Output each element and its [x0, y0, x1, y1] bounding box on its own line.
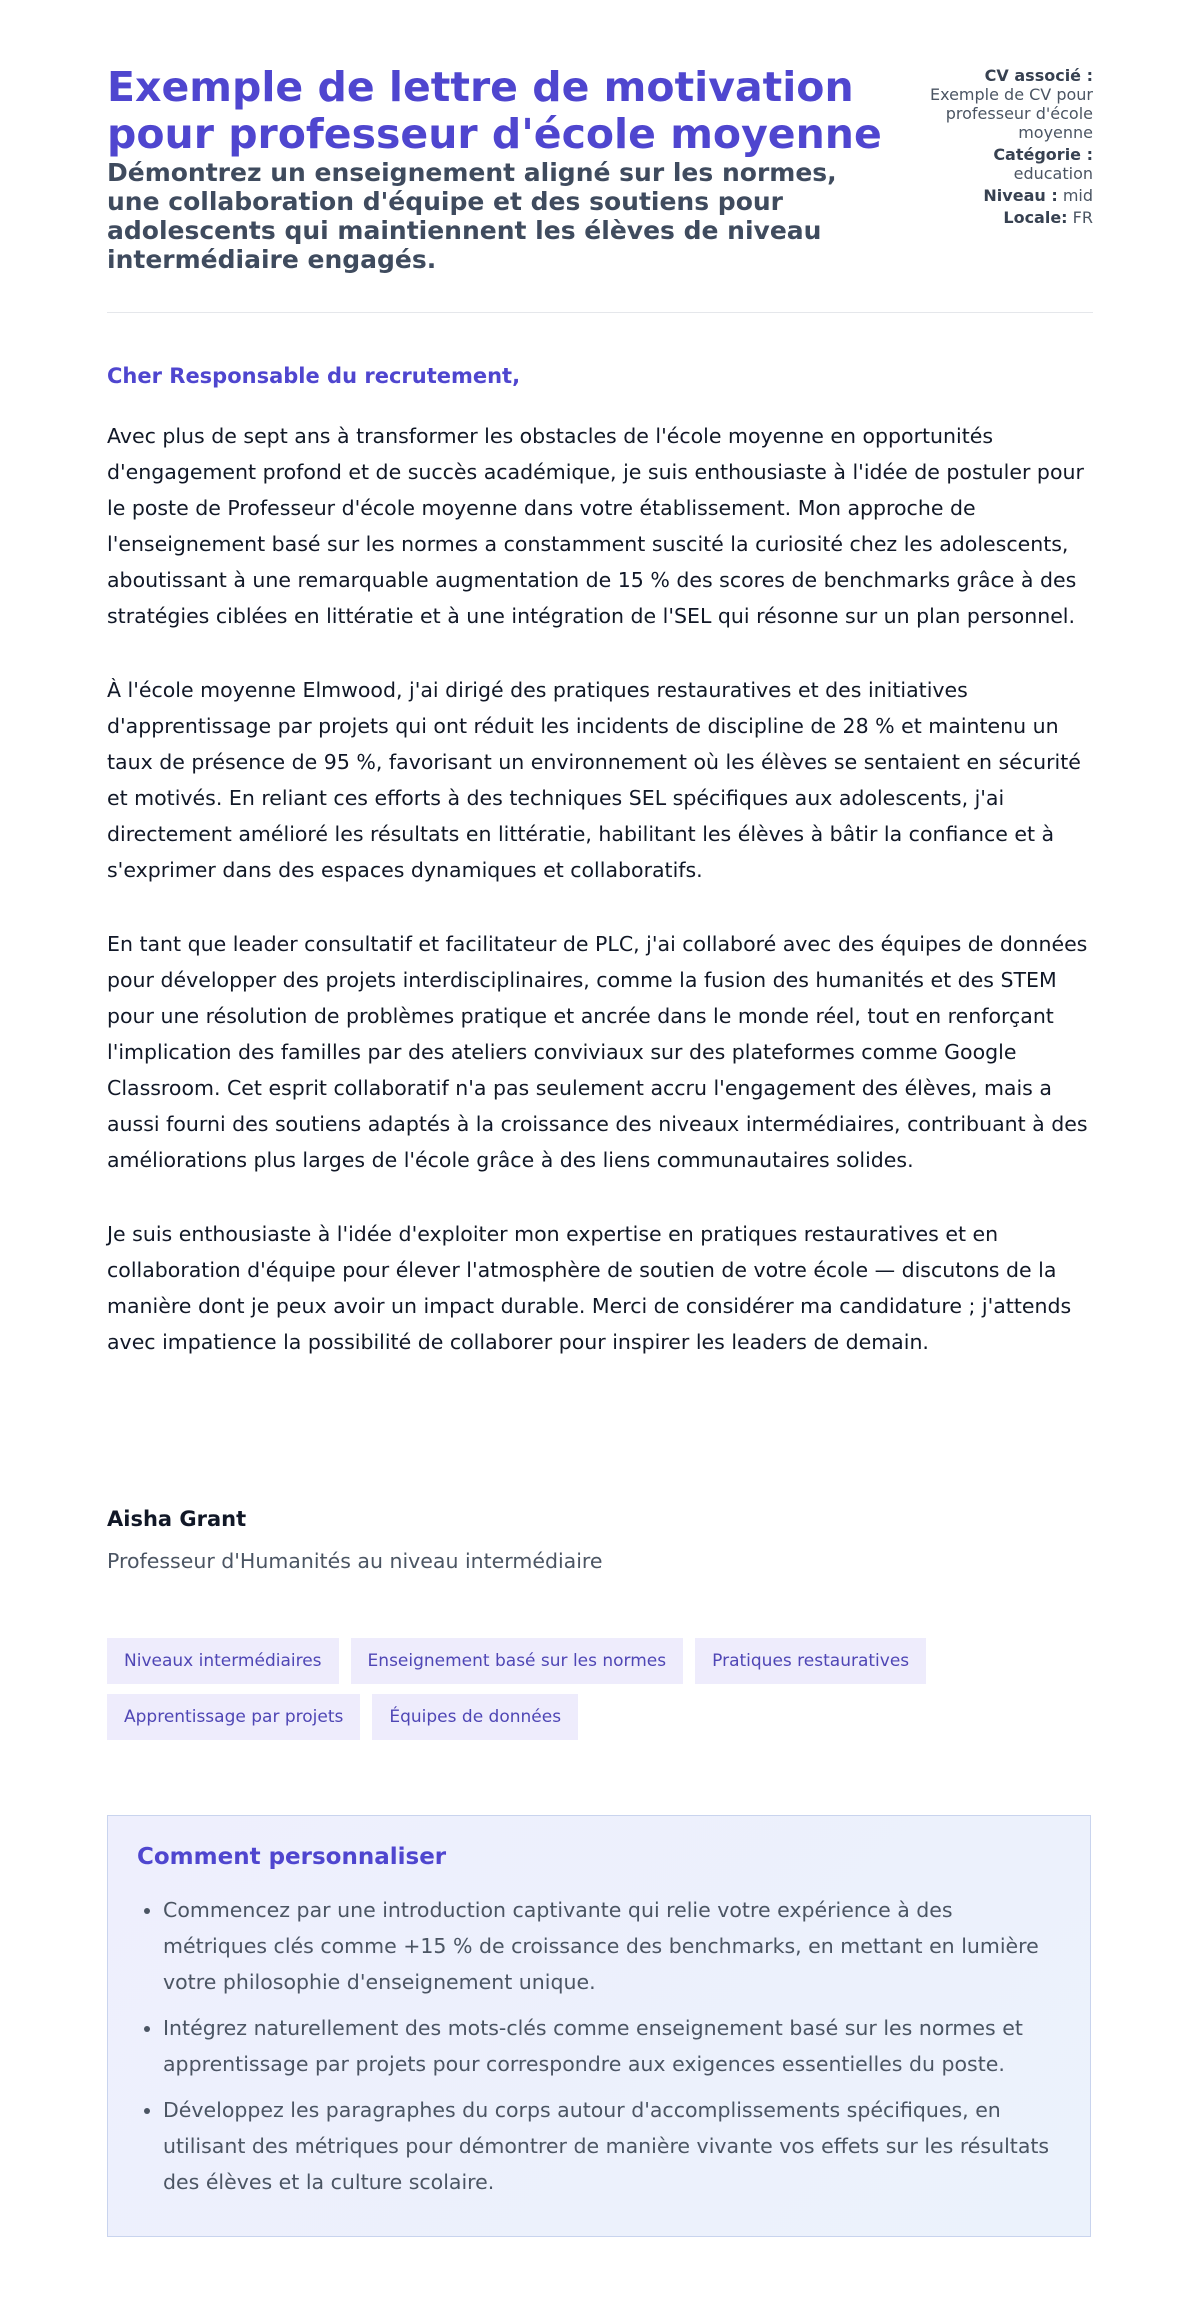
meta-panel	[893, 66, 1093, 230]
page-subtitle: Démontrez un enseignement aligné sur les normes, une collaboration d'équipe et des soutiens pour adolescents qui maintiennent les élèves de niveau intermédiaire engagés.	[107, 158, 837, 274]
meta-category	[893, 145, 1093, 183]
keyword-tag: Enseignement basé sur les normes	[351, 1638, 684, 1684]
letter-paragraph: Avec plus de sept ans à transformer les obstacles de l'école moyenne en opportunités d'engagement profond et de succès académique, je suis enthousiaste à l'idée de postuler pour le poste de Professeur d'école moyenne dans votre établissement. Mon approche de l'enseignement basé sur les normes a constamment suscité la curiosité chez les adolescents, aboutissant à une remarquable augmentation de 15 % des scores de benchmarks grâce à des stratégies ciblées en littératie et à une intégration de l'SEL qui résonne sur un plan personnel.	[107, 424, 1084, 628]
tips-list	[137, 1892, 1061, 2200]
header-divider	[107, 312, 1093, 313]
keyword-tag: Pratiques restauratives	[695, 1638, 926, 1684]
tip-item: • Développez les paragraphes du corps autour d'accomplissements spécifiques, en utilisant des métriques pour démontrer de manière vivante vos effets sur les résultats des élèves et la culture scolaire.	[163, 2092, 1061, 2200]
letter-paragraph: En tant que leader consultatif et facilitateur de PLC, j'ai collaboré avec des équipes de données pour développer des projets interdisciplinaires, comme la fusion des humanités et des STEM pour une résolution de problèmes pratique et ancrée dans le monde réel, tout en renforçant l'implication des familles par des ateliers conviviaux sur des plateformes comme Google Classroom. Cet esprit collaboratif n'a pas seulement accru l'engagement des élèves, mais a aussi fourni des soutiens adaptés à la croissance des niveaux intermédiaires, contribuant à des améliorations plus larges de l'école grâce à des liens communautaires solides.	[107, 932, 1088, 1172]
keyword-tag: Équipes de données	[372, 1694, 578, 1740]
keyword-tag: Apprentissage par projets	[107, 1694, 360, 1740]
signature-name: Aisha Grant	[107, 1507, 247, 1531]
meta-category-value: education	[1013, 164, 1093, 183]
meta-level	[893, 186, 1093, 205]
keyword-tags	[107, 1638, 1097, 1740]
tip-item: • Intégrez naturellement des mots-clés comme enseignement basé sur les normes et apprentissage par projets pour correspondre aux exigences essentielles du poste.	[163, 2010, 1061, 2082]
meta-cv-label: CV associé :	[984, 66, 1093, 85]
letter-signature	[107, 1504, 603, 1576]
page-header	[107, 64, 1093, 274]
letter-greeting: Cher Responsable du recrutement,	[107, 364, 521, 388]
meta-locale-label: Locale:	[1003, 208, 1068, 227]
meta-cv-value: Exemple de CV pour professeur d'école moyenne	[930, 85, 1093, 142]
meta-locale	[893, 208, 1093, 227]
page-title: Exemple de lettre de motivation pour professeur d'école moyenne	[107, 63, 882, 158]
meta-locale-value: FR	[1072, 208, 1093, 227]
meta-category-label: Catégorie :	[993, 145, 1093, 164]
meta-level-value: mid	[1062, 186, 1093, 205]
signature-role: Professeur d'Humanités au niveau intermédiaire	[107, 1549, 603, 1573]
tip-item: • Commencez par une introduction captivante qui relie votre expérience à des métriques clés comme +15 % de croissance des benchmarks, en mettant en lumière votre philosophie d'enseignement unique.	[163, 1892, 1061, 2000]
letter-paragraph: Je suis enthousiaste à l'idée d'exploiter mon expertise en pratiques restauratives et en collaboration d'équipe pour élever l'atmosphère de soutien de votre école — discutons de la manière dont je peux avoir un impact durable. Merci de considérer ma candidature ; j'attends avec impatience la possibilité de collaborer pour inspirer les leaders de demain.	[107, 1222, 1072, 1354]
meta-cv	[893, 66, 1093, 142]
letter-body	[107, 418, 1097, 1398]
keyword-tag: Niveaux intermédiaires	[107, 1638, 339, 1684]
letter-paragraph: À l'école moyenne Elmwood, j'ai dirigé des pratiques restauratives et des initiatives d'apprentissage par projets qui ont réduit les incidents de discipline de 28 % et maintenu un taux de présence de 95 %, favorisant un environnement où les élèves se sentaient en sécurité et motivés. En reliant ces efforts à des techniques SEL spécifiques aux adolescents, j'ai directement amélioré les résultats en littératie, habilitant les élèves à bâtir la confiance et à s'exprimer dans des espaces dynamiques et collaboratifs.	[107, 678, 1081, 882]
meta-level-label: Niveau :	[983, 186, 1058, 205]
customization-tips-box	[107, 1815, 1091, 2237]
tips-title: Comment personnaliser	[137, 1844, 447, 1870]
